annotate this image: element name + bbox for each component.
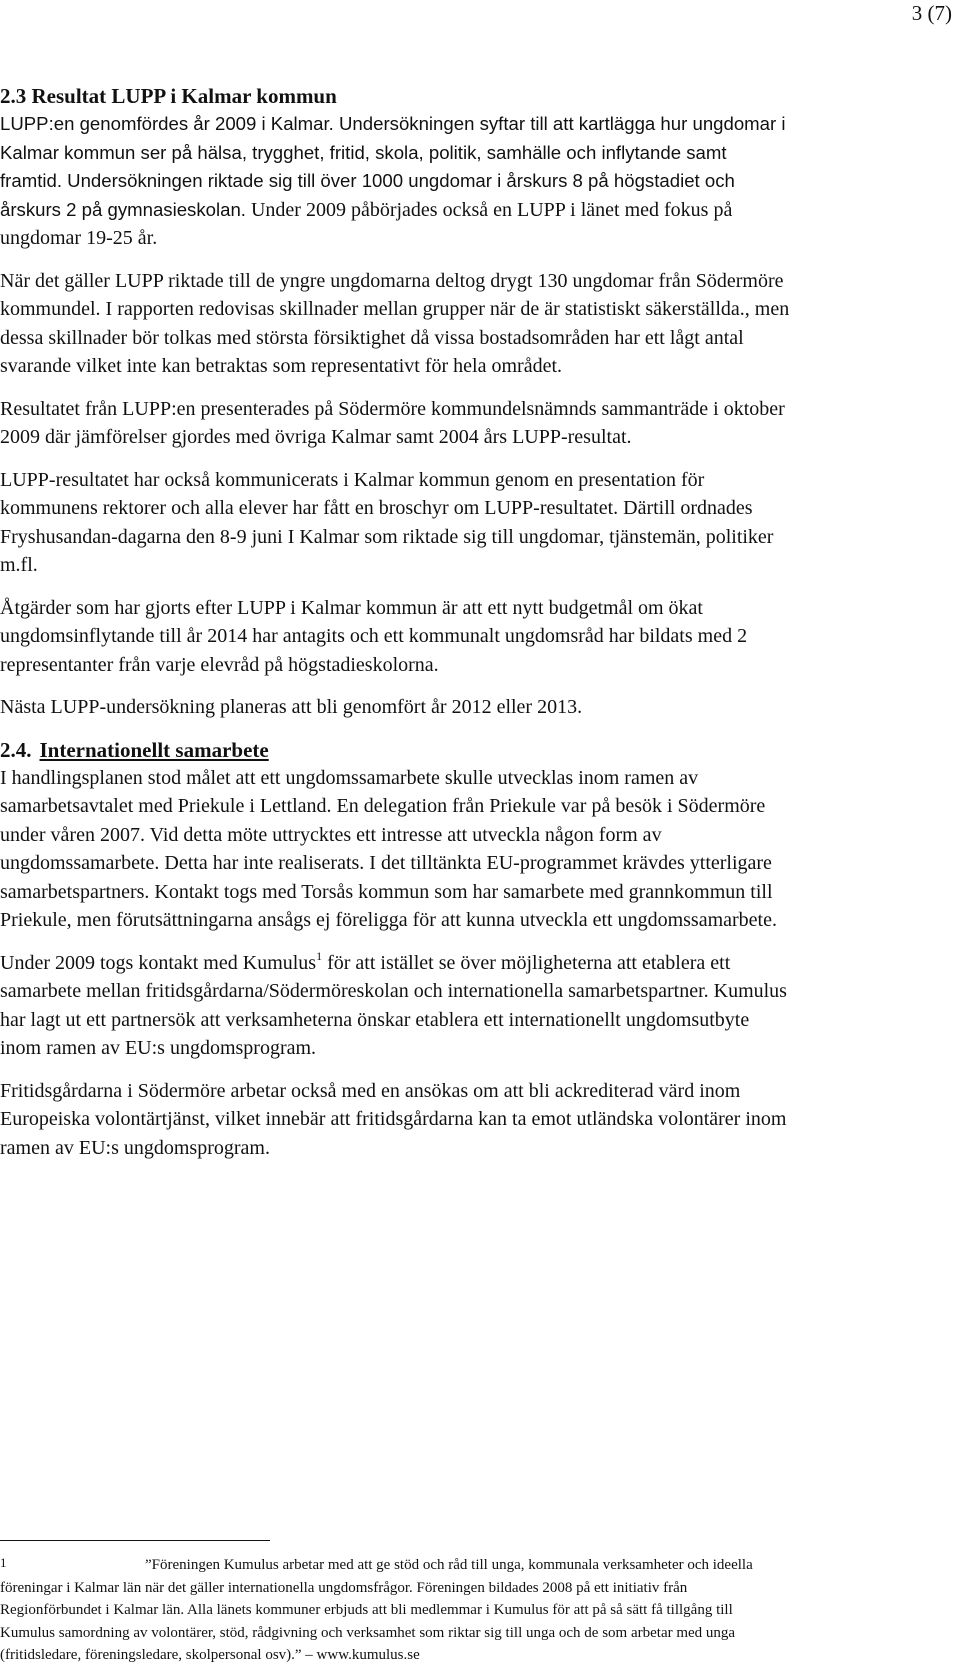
document-body: [0, 82, 790, 1162]
paragraph-international-plan: I handlingsplanen stod målet att ett ungdomssamarbete skulle utvecklas inom ramen av samarbetsavtalet med Priekule i Lettland. En delegation från Priekule var på besök i Södermöre under våren 2007. Vid detta möte uttrycktes ett intresse att utveckla någon form av ungdomssamarbete. Detta har inte realiserats. I det tilltänkta EU-programmet krävdes ytterligare samarbetspartners. Kontakt togs med Torsås kommun som har samarbete med grannkommun till Priekule, men förutsättningarna ansågs ej föreligga för att kunna utveckla ett ungdomssamarbete.: [0, 766, 777, 931]
section-title: Internationellt samarbete: [39, 737, 269, 762]
footnote-marker: 1: [0, 1555, 7, 1570]
paragraph-lupp-communicated: LUPP-resultatet har också kommunicerats i Kalmar kommun genom en presentation för kommunens rektorer och alla elever har fått en broschyr om LUPP-resultatet. Därtill ordnades Fryshusandan-dagarna den 8-9 juni I Kalmar som riktade sig till ungdomar, tjänstemän, politiker m.fl.: [0, 468, 774, 576]
kumulus-text-after: för att istället se över möjligheterna att etablera ett samarbete mellan fritidsgårdarna/Södermöreskolan och internationella samarbetspartner. Kumulus har lagt ut ett partnersök att verksamheterna önskar etablera ett internationellt ungdomsutbyte inom ramen av EU:s ungdomsprogram.: [0, 951, 787, 1059]
paragraph-lupp-intro-sans: LUPP:en genomfördes år 2009 i Kalmar. Undersökningen syftar till att kartlägga hur ungdomar i Kalmar kommun ser på hälsa, trygghet, fritid, skola, politik, samhälle och inflytande samt framtid. Undersökningen riktade sig till över 1000 ungdomar i årskurs 8 på högstadiet och årskurs 2 på gymnasieskolan.: [0, 113, 786, 220]
footnote-divider: [0, 1540, 270, 1541]
paragraph-lupp-next: Nästa LUPP-undersökning planeras att bli genomfört år 2012 eller 2013.: [0, 696, 583, 718]
paragraph-lupp-intro-serif: Under 2009 påbörjades också en LUPP i länet med fokus på ungdomar 19-25 år.: [0, 198, 733, 249]
kumulus-text-before: Under 2009 togs kontakt med Kumulus: [0, 951, 317, 974]
page-number: 3 (7): [911, 1, 952, 25]
paragraph-lupp-intro: [0, 110, 790, 253]
section-heading-international: [0, 736, 790, 764]
paragraph-lupp-participants: När det gäller LUPP riktade till de yngre ungdomarna deltog drygt 130 ungdomar från Södermöre kommundel. I rapporten redovisas skillnader mellan grupper när de är statistiskt säkerställda., men dessa skillnader bör tolkas med största försiktighet då vissa bostadsområden har ett lågt antal svarande vilket inte kan betraktas som representativt för hela området.: [0, 269, 790, 377]
paragraph-lupp-presented: Resultatet från LUPP:en presenterades på Södermöre kommundelsnämnds sammanträde i oktober 2009 där jämförelser gjordes med övriga Kalmar samt 2004 års LUPP-resultat.: [0, 397, 785, 448]
paragraph-international-kumulus: [0, 949, 790, 1063]
footnote-reference[interactable]: 1: [316, 948, 323, 963]
footnote-text: ”Föreningen Kumulus arbetar med att ge stöd och råd till unga, kommunala verksamheter och ideella föreningar i Kalmar län när det gäller internationella ungdomsfrågor. Föreningen bildades 2008 på ett initiativ från Regionförbundet i Kalmar län. Alla länets kommuner erbjuds att bli medlemmar i Kumulus för att på så sätt få tillgång till Kumulus samordning av volontärer, stöd, rådgivning och verksamhet som riktar sig till unga och de som arbetar med unga (fritidsledare, föreningsledare, skolpersonal osv).” – www.kumulus.se: [0, 1557, 753, 1663]
footnote: [0, 1552, 790, 1667]
section-number: 2.4.: [0, 737, 32, 762]
section-heading-lupp: 2.3 Resultat LUPP i Kalmar kommun: [0, 84, 337, 108]
paragraph-lupp-actions: Åtgärder som har gjorts efter LUPP i Kalmar kommun är att ett nytt budgetmål om ökat ungdomsinflytande till år 2014 har antagits och ett kommunalt ungdomsråd har bildats med 2 representanter från varje elevråd på högstadieskolorna.: [0, 596, 748, 676]
paragraph-international-volunteers: Fritidsgårdarna i Södermöre arbetar också med en ansökas om att bli ackrediterad värd inom Europeiska volontärtjänst, vilket innebär att fritidsgårdarna kan ta emot utländska volontärer inom ramen av EU:s ungdomsprogram.: [0, 1079, 787, 1159]
